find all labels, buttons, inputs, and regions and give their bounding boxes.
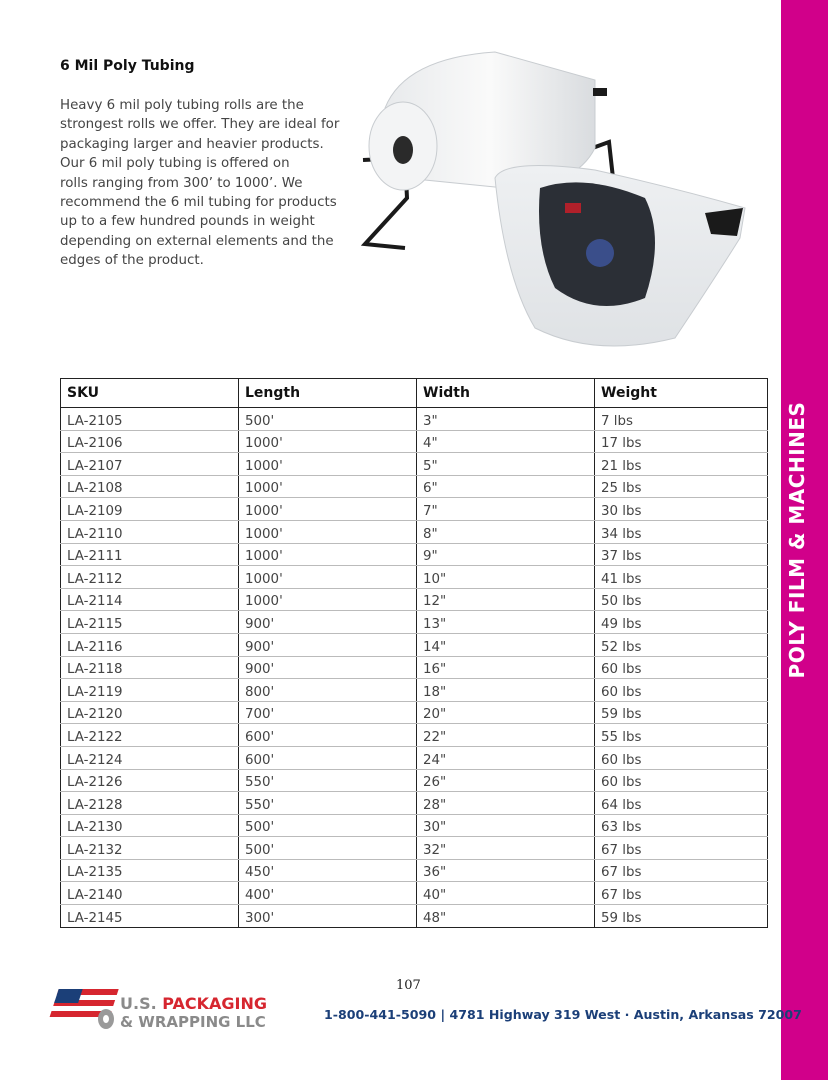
sku-cell: LA-2116: [61, 633, 239, 656]
logo-packaging: PACKAGING: [162, 994, 268, 1013]
weight-cell: 52 lbs: [595, 633, 768, 656]
width-cell: 32": [417, 837, 595, 860]
width-cell: 26": [417, 769, 595, 792]
table-row: [61, 679, 768, 702]
table-row: [61, 498, 768, 521]
sku-cell: LA-2108: [61, 475, 239, 498]
length-cell: 900': [239, 656, 417, 679]
width-cell: 22": [417, 724, 595, 747]
table-row: [61, 633, 768, 656]
table-row: [61, 588, 768, 611]
description-line: rolls ranging from 300’ to 1000’. We: [60, 175, 303, 191]
sku-cell: LA-2122: [61, 724, 239, 747]
description-line: depending on external elements and the: [60, 233, 334, 249]
table-row: [61, 837, 768, 860]
weight-cell: 49 lbs: [595, 611, 768, 634]
sku-cell: LA-2145: [61, 905, 239, 928]
width-cell: 6": [417, 475, 595, 498]
table-row: [61, 475, 768, 498]
table-row: [61, 792, 768, 815]
sku-cell: LA-2110: [61, 520, 239, 543]
width-cell: 30": [417, 814, 595, 837]
width-cell: 40": [417, 882, 595, 905]
length-cell: 900': [239, 633, 417, 656]
weight-cell: 30 lbs: [595, 498, 768, 521]
width-cell: 48": [417, 905, 595, 928]
length-cell: 1000': [239, 453, 417, 476]
table-row: [61, 520, 768, 543]
sku-cell: LA-2118: [61, 656, 239, 679]
weight-cell: 60 lbs: [595, 746, 768, 769]
width-cell: 3": [417, 408, 595, 431]
description-line: strongest rolls we offer. They are ideal for: [60, 117, 340, 133]
weight-cell: 34 lbs: [595, 520, 768, 543]
sku-cell: LA-2130: [61, 814, 239, 837]
weight-cell: 41 lbs: [595, 566, 768, 589]
table-row: [61, 814, 768, 837]
sku-cell: LA-2115: [61, 611, 239, 634]
column-header-width: Width: [417, 379, 595, 408]
column-header-weight: Weight: [595, 379, 768, 408]
sku-cell: LA-2124: [61, 746, 239, 769]
logo-wordmark-line1: [120, 994, 267, 1013]
product-title: 6 Mil Poly Tubing: [60, 58, 195, 74]
table-row: [61, 701, 768, 724]
sku-cell: LA-2114: [61, 588, 239, 611]
length-cell: 600': [239, 724, 417, 747]
page-number: 107: [396, 978, 421, 993]
width-cell: 20": [417, 701, 595, 724]
weight-cell: 50 lbs: [595, 588, 768, 611]
weight-cell: 67 lbs: [595, 882, 768, 905]
length-cell: 1000': [239, 543, 417, 566]
logo-us: U.S.: [120, 994, 163, 1013]
weight-cell: 64 lbs: [595, 792, 768, 815]
length-cell: 500': [239, 408, 417, 431]
table-row: [61, 408, 768, 431]
description-line: edges of the product.: [60, 253, 204, 269]
column-header-length: Length: [239, 379, 417, 408]
weight-cell: 17 lbs: [595, 430, 768, 453]
product-description: [60, 96, 342, 271]
width-cell: 9": [417, 543, 595, 566]
width-cell: 36": [417, 859, 595, 882]
length-cell: 1000': [239, 430, 417, 453]
sku-cell: LA-2126: [61, 769, 239, 792]
width-cell: 28": [417, 792, 595, 815]
length-cell: 600': [239, 746, 417, 769]
sku-cell: LA-2132: [61, 837, 239, 860]
width-cell: 18": [417, 679, 595, 702]
sku-cell: LA-2135: [61, 859, 239, 882]
table-row: [61, 611, 768, 634]
width-cell: 14": [417, 633, 595, 656]
width-cell: 10": [417, 566, 595, 589]
weight-cell: 59 lbs: [595, 701, 768, 724]
length-cell: 450': [239, 859, 417, 882]
width-cell: 4": [417, 430, 595, 453]
table-row: [61, 656, 768, 679]
weight-cell: 25 lbs: [595, 475, 768, 498]
sku-cell: LA-2112: [61, 566, 239, 589]
table-row: [61, 543, 768, 566]
weight-cell: 67 lbs: [595, 837, 768, 860]
spec-table: [60, 378, 768, 928]
table-row: [61, 453, 768, 476]
sku-cell: LA-2109: [61, 498, 239, 521]
weight-cell: 60 lbs: [595, 656, 768, 679]
length-cell: 500': [239, 814, 417, 837]
length-cell: 1000': [239, 520, 417, 543]
sku-cell: LA-2120: [61, 701, 239, 724]
table-row: [61, 882, 768, 905]
table-row: [61, 746, 768, 769]
length-cell: 1000': [239, 566, 417, 589]
sku-cell: LA-2106: [61, 430, 239, 453]
weight-cell: 21 lbs: [595, 453, 768, 476]
sku-cell: LA-2107: [61, 453, 239, 476]
length-cell: 900': [239, 611, 417, 634]
weight-cell: 60 lbs: [595, 679, 768, 702]
width-cell: 24": [417, 746, 595, 769]
table-row: [61, 430, 768, 453]
weight-cell: 55 lbs: [595, 724, 768, 747]
sku-cell: LA-2140: [61, 882, 239, 905]
table-header-row: [61, 379, 768, 408]
column-header-sku: SKU: [61, 379, 239, 408]
weight-cell: 63 lbs: [595, 814, 768, 837]
description-line: packaging larger and heavier products.: [60, 136, 324, 152]
width-cell: 8": [417, 520, 595, 543]
length-cell: 500': [239, 837, 417, 860]
table-row: [61, 769, 768, 792]
sku-cell: LA-2119: [61, 679, 239, 702]
weight-cell: 60 lbs: [595, 769, 768, 792]
table-row: [61, 905, 768, 928]
length-cell: 400': [239, 882, 417, 905]
description-line: Heavy 6 mil poly tubing rolls are the: [60, 98, 304, 113]
width-cell: 5": [417, 453, 595, 476]
width-cell: 13": [417, 611, 595, 634]
sku-cell: LA-2105: [61, 408, 239, 431]
width-cell: 16": [417, 656, 595, 679]
length-cell: 300': [239, 905, 417, 928]
length-cell: 550': [239, 769, 417, 792]
table-row: [61, 724, 768, 747]
weight-cell: 59 lbs: [595, 905, 768, 928]
weight-cell: 37 lbs: [595, 543, 768, 566]
sku-cell: LA-2128: [61, 792, 239, 815]
weight-cell: 67 lbs: [595, 859, 768, 882]
length-cell: 1000': [239, 588, 417, 611]
width-cell: 12": [417, 588, 595, 611]
sku-cell: LA-2111: [61, 543, 239, 566]
poly-tubing-roll-icon: [345, 38, 765, 356]
description-line: up to a few hundred pounds in weight: [60, 214, 315, 230]
sidebar-label: POLY FILM & MACHINES: [785, 401, 809, 679]
length-cell: 1000': [239, 475, 417, 498]
table-row: [61, 859, 768, 882]
length-cell: 800': [239, 679, 417, 702]
length-cell: 1000': [239, 498, 417, 521]
length-cell: 700': [239, 701, 417, 724]
length-cell: 550': [239, 792, 417, 815]
description-line: recommend the 6 mil tubing for products: [60, 195, 337, 211]
width-cell: 7": [417, 498, 595, 521]
table-row: [61, 566, 768, 589]
weight-cell: 7 lbs: [595, 408, 768, 431]
contact-info: 1-800-441-5090 | 4781 Highway 319 West · Austin, Arkansas 72007: [324, 1007, 802, 1022]
description-line: Our 6 mil poly tubing is offered on: [60, 156, 290, 172]
logo-wordmark-line2: & WRAPPING LLC: [120, 1013, 266, 1031]
